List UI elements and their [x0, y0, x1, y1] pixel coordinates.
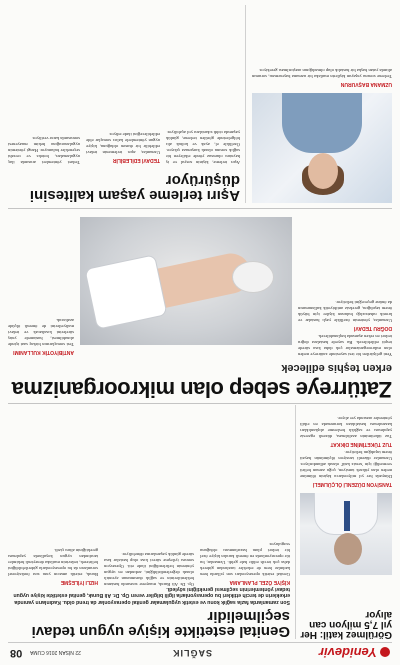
main-article-paragraph-2: Op. Dr. Ali Burak, muayene sırasında hastanın beklentilerinin ve sağlık durumunun ayrıntılı olarak değerlendirildiğini, ardından en uygun yöntemin belirlendiğini ifade etti. Operasyon sonrası iyileşme süreci kısa olup hastalar kısa sürede günlük yaşamlarına dönebiliyor.: [104, 551, 194, 587]
side-article-paragraph-1: Dünyada her yıl milyonlarca kişinin ölümüne neden olan yüksek tansiyon, çoğu zaman belirti vermediği için 'sessiz katil' olarak adlandırılıyor. Uzmanlar düzenli tansiyon ölçümünün hayati önem taşıdığını belirtiyor.: [300, 450, 392, 480]
main-article-paragraph-3: Burak, estetik amacın yanı sıra fonksiyonel sorunların da bu operasyonlarla giderilebildiğini belirterek, tedavinin mutlaka deneyimli hekimler tarafından uygun koşullarda yapılması gerektiğinin altını çizdi.: [8, 548, 98, 578]
feature-article-subheadline: erken teşhis edilecek: [281, 362, 392, 374]
doctor-tie-shape: [344, 501, 350, 531]
page-number: 08: [10, 647, 23, 659]
bottom-article-column-1: [166, 5, 240, 165]
main-article-column-3: [8, 407, 98, 587]
masthead: [8, 642, 392, 661]
main-article-headline: Genital estetikte kişiye uygun tedavi seçilmelidir: [31, 608, 290, 640]
main-article-deck: Son zamanlarda fazla sağlık konu ve estetik uygulamalar genital operasyonlar da trend oldu. Kadınların yanında erkeklerin de tercih ettikleri bu operasyonlarla ilgili bilgiler veren Op. Dr. Ali Burak, genital estetikte kişiye uygun tedavi yöntemlerinin seçilmesi gerektiğini söyledi.: [13, 586, 290, 605]
sample-cap-shape: [232, 261, 274, 293]
side-article-headline: Görülmez katil: Her yıl 7,5 milyon can alıyor: [300, 609, 392, 640]
main-article-subhead-2: HIZLI İYİLEŞME: [60, 579, 98, 585]
red-circle-logo-icon: [380, 647, 390, 657]
side-article-paragraph-2: Tuz tüketiminin azaltılması, düzenli egzersiz yapılması ve sağlıklı beslenme alışkanlıkları kazanılması hastalıktan korunmada en etkili yöntemler arasında yer alıyor.: [300, 416, 392, 440]
bottom-article-headline: Aşırı terleme yaşam kalitesini düşürüyor: [29, 172, 240, 204]
newspaper-logo: [319, 645, 390, 660]
feature-article-subhead-1: DOĞRU TEDAVİ: [354, 324, 392, 331]
bottom-article-subhead-1: TEDAVİ EDİLEBİLİR: [112, 157, 160, 163]
main-article-column-2: [104, 407, 194, 587]
feature-article-paragraph-3: Test sonuçlarının birkaç saat içinde alınabilmesi, hastanede yatış sürelerini kısaltacak ve tedavi maliyetlerini de önemli ölçüde azaltacak.: [8, 318, 74, 348]
side-article-subhead-2: TUZ TÜKETİMİNE DİKKAT: [330, 441, 392, 448]
woman-body-shape: [282, 93, 362, 153]
main-article-subhead-1: KİŞİYE ÖZEL PLANLAMA: [229, 579, 290, 585]
section-name: SAĞLIK: [171, 648, 212, 658]
side-article-subhead-1: TANSİYON DÜZENLİ ÖLÇÜLMELİ: [312, 481, 392, 487]
feature-article-column-1: [298, 207, 392, 357]
side-article-column: [300, 405, 392, 489]
woman-head-shape: [308, 153, 338, 189]
issue-date: 22 NİSAN 2016 CUMA: [30, 649, 81, 655]
bottom-article-column-4: [252, 5, 392, 89]
medical-test-photo: [80, 217, 292, 345]
bottom-article-paragraph-3: Tedavi yöntemleri arasında ilaç uygulamaları, botoks ve cerrahi seçenekler bulunuyor. Hangi yöntemin uygulanacağına hekim muayenesi sonrasında karar veriliyor.: [8, 135, 80, 165]
main-article-paragraph-1: Genital estetik operasyonları son yıllarda hem kadınlar hem de erkekler tarafından giderek daha çok tercih edilir hale geldi. Uzmanlar, bu tür operasyonlarda en önemli kuralın kişiye özel bir tedavi planı hazırlanması olduğunu vurguluyor.: [200, 542, 290, 578]
feature-article-subhead-2: ANTİBİYOTİK KULLANIMI: [13, 349, 74, 355]
column-divider-1: [295, 405, 296, 639]
bottom-article-paragraph-4: Terleme sorunu yaşayan kişilerin mutlaka bir uzmana başvurması, sorunun altında yatan başka bir hastalık olup olmadığının araştırılması gerekiyor.: [252, 68, 392, 80]
feature-article-paragraph-2: Uzmanlar, yöntemin özellikle yaşlı hastalar ve kronik rahatsızlığı bulunan kişiler için büyük önem taşıdığını, gereksiz antibiyotik kullanımının da önüne geçeceğini belirtiyor.: [298, 299, 392, 324]
bottom-article-column-3: [8, 5, 80, 165]
section-divider-1: [8, 403, 392, 404]
bottom-article-column-2: [86, 5, 160, 165]
logo-text: Yenidevir: [318, 645, 377, 660]
bottom-article-subhead-2: UZMANA BAŞVURUN: [340, 81, 392, 87]
sweating-woman-photo: [252, 93, 392, 203]
doctor-head-shape: [334, 533, 362, 565]
feature-article-paragraph-1: Yeni geliştirilen bir test sayesinde zatürreye neden olan mikroorganizmalar çok daha kısa sürede tespit edilebilecek. Bu sayede hastalara doğru tedavi en erken aşamada başlanabilecek.: [298, 333, 392, 357]
column-divider-2: [245, 5, 246, 203]
bottom-article-paragraph-2: Uzmanlar, aşırı terlemenin tedavi edilebilir bir durum olduğunu, kişiye uygun yöntemlerle kalıcı sonuçlar elde edilebileceğini ifade ediyor.: [86, 132, 160, 156]
glove-cuff-shape: [84, 254, 167, 330]
feature-article-column-2: [8, 207, 74, 357]
section-divider-2: [8, 208, 392, 209]
main-article-column-1: [200, 407, 290, 587]
doctor-photo: [300, 493, 392, 575]
bottom-article-paragraph-1: Aşırı terleme, kişinin sosyal ve iş hayatını olumsuz yönde etkileyen bir sağlık sorunu olarak karşımıza çıkıyor. Özellikle el, ayak ve koltuk altı bölgelerinde görülen terleme, günlük yaşamda ciddi sıkıntılara yol açabiliyor.: [166, 129, 240, 165]
feature-article-headline: Zatürreye sebep olan mikroorganizma: [12, 377, 392, 402]
